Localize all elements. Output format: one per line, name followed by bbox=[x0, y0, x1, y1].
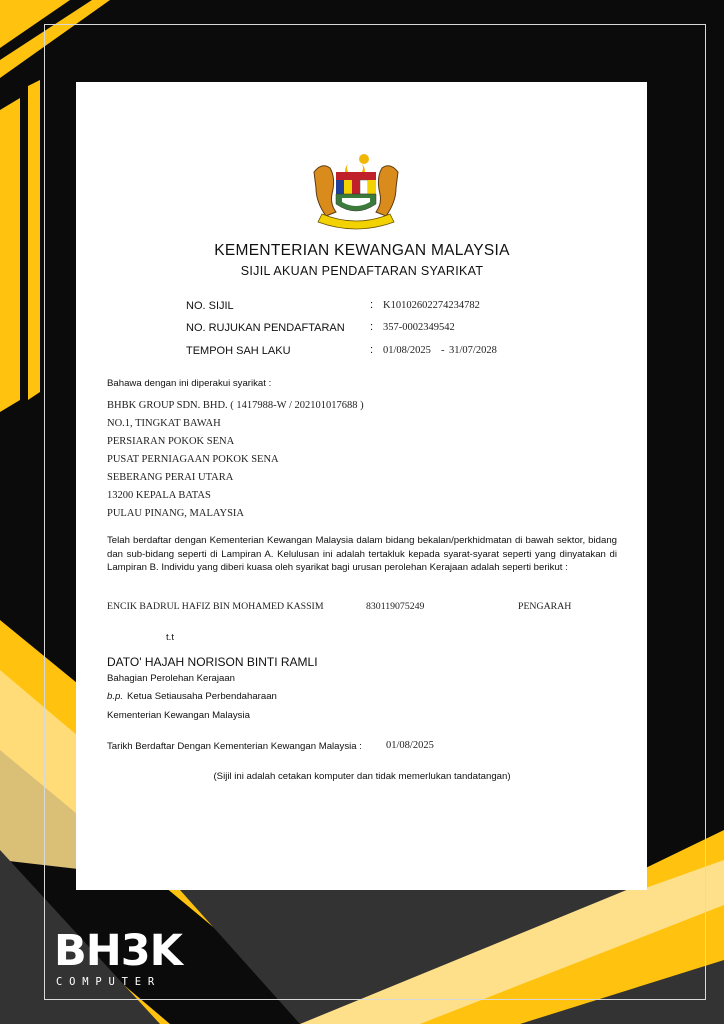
no-sijil-colon: : bbox=[370, 299, 374, 311]
tempoh-start: 01/08/2025 bbox=[383, 345, 431, 356]
brand-logo-sub: COMPUTER bbox=[56, 976, 161, 988]
rujukan-label: NO. RUJUKAN PENDAFTARAN bbox=[186, 322, 345, 334]
registered-date-label: Tarikh Berdaftar Dengan Kementerian Kewangan Malaysia : bbox=[107, 741, 362, 752]
authorized-person-name: ENCIK BADRUL HAFIZ BIN MOHAMED KASSIM bbox=[107, 601, 324, 612]
brand-logo bbox=[54, 928, 214, 992]
authorized-person-ic: 830119075249 bbox=[366, 601, 425, 612]
registered-date-value: 01/08/2025 bbox=[386, 740, 434, 751]
coat-of-arms-icon bbox=[308, 150, 404, 232]
brand-logo-main: BH3K bbox=[54, 926, 183, 976]
ministry-title: KEMENTERIAN KEWANGAN MALAYSIA bbox=[214, 242, 510, 259]
body-paragraph: Telah berdaftar dengan Kementerian Kewangan Malaysia dalam bidang bekalan/perkhidmatan di bawah sektor, bidang dan sub-bidang seperti di Lampiran A. Kelulusan ini adalah tertakluk kepada syarat-syarat seperti yang dinyatakan di Lampiran B. Individu yang diberi kuasa oleh syarikat bagi urusan perolehan Kerajaan adalah seperti berikut : bbox=[107, 535, 617, 573]
footer-note: (Sijil ini adalah cetakan komputer dan tidak memerlukan tandatangan) bbox=[213, 771, 511, 782]
signatory-bp-prefix: b.p. bbox=[107, 691, 124, 702]
company-name: BHBK GROUP SDN. BHD. ( 1417988-W / 202101017688 ) bbox=[107, 400, 364, 411]
signatory-name: DATO' HAJAH NORISON BINTI RAMLI bbox=[107, 655, 318, 669]
certify-intro: Bahawa dengan ini diperakui syarikat : bbox=[107, 378, 272, 389]
rujukan-value: 357-0002349542 bbox=[383, 322, 455, 333]
tempoh-label: TEMPOH SAH LAKU bbox=[186, 345, 291, 357]
rujukan-colon: : bbox=[370, 321, 374, 333]
company-address-line: PERSIARAN POKOK SENA bbox=[107, 436, 235, 447]
certificate-title: SIJIL AKUAN PENDAFTARAN SYARIKAT bbox=[240, 264, 484, 278]
company-address-line: PULAU PINANG, MALAYSIA bbox=[107, 508, 244, 519]
signatory-department: Bahagian Perolehan Kerajaan bbox=[107, 673, 236, 684]
company-address-line: PUSAT PERNIAGAAN POKOK SENA bbox=[107, 454, 279, 465]
authorized-person-position: PENGARAH bbox=[518, 601, 572, 612]
company-address-line: 13200 KEPALA BATAS bbox=[107, 490, 211, 501]
signatory-ministry: Kementerian Kewangan Malaysia bbox=[107, 710, 250, 721]
signature-mark: t.t bbox=[166, 632, 174, 643]
company-address-line: SEBERANG PERAI UTARA bbox=[107, 472, 234, 483]
tempoh-colon: : bbox=[370, 344, 374, 356]
signatory-role: Ketua Setiausaha Perbendaharaan bbox=[127, 691, 277, 702]
no-sijil-value: K10102602274234782 bbox=[383, 300, 480, 311]
no-sijil-label: NO. SIJIL bbox=[186, 300, 234, 312]
tempoh-separator: - bbox=[441, 345, 445, 356]
company-address-line: NO.1, TINGKAT BAWAH bbox=[107, 418, 221, 429]
tempoh-end: 31/07/2028 bbox=[449, 345, 497, 356]
